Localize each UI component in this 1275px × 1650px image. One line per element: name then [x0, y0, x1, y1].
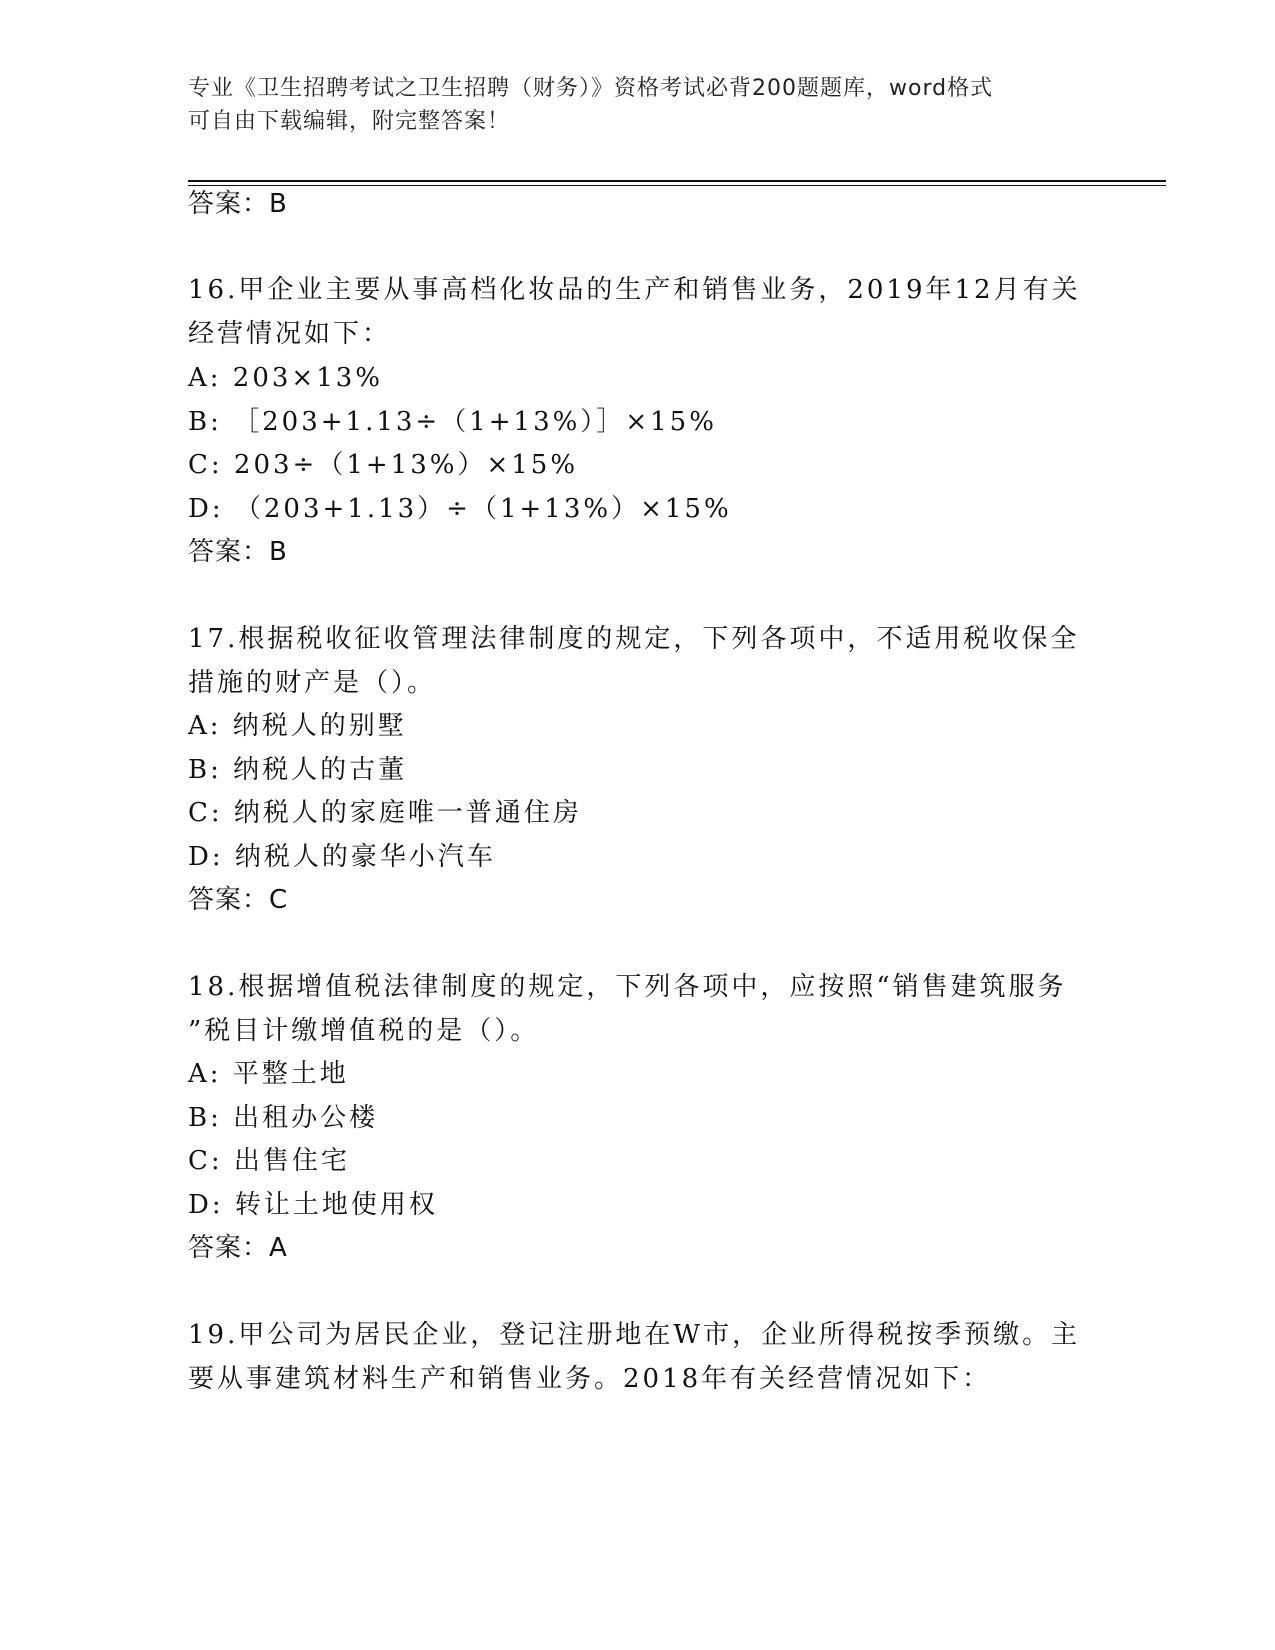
header-divider-thick [188, 180, 1166, 182]
question-19-line-1: 19.甲公司为居民企业，登记注册地在W市，企业所得税按季预缴。主 [188, 1320, 1081, 1350]
header-line-1: 专业《卫生招聘考试之卫生招聘（财务）》资格考试必背200题题库，word格式 [188, 76, 994, 101]
option-16-d: D: （203+1.13）÷（1+13%）×15% [188, 494, 732, 524]
option-17-c: C: 纳税人的家庭唯一普通住房 [188, 798, 582, 828]
option-17-a: A: 纳税人的别墅 [188, 711, 407, 741]
option-18-c: C: 出售住宅 [188, 1146, 350, 1176]
question-18-line-1: 18.根据增值税法律制度的规定，下列各项中，应按照“销售建筑服务 [188, 972, 1067, 1002]
question-17-line-1: 17.根据税收征收管理法律制度的规定，下列各项中，不适用税收保全 [188, 624, 1080, 654]
option-18-b: B: 出租办公楼 [188, 1103, 379, 1133]
answer-15: 答案：B [188, 189, 288, 219]
question-17-line-2: 措施的财产是（）。 [188, 668, 437, 698]
header-divider-thin [188, 185, 1166, 186]
option-16-c: C: 203÷（1+13%）×15% [188, 450, 579, 480]
option-16-b: B: ［203+1.13÷（1+13%）］×15% [188, 407, 717, 437]
option-17-b: B: 纳税人的古董 [188, 755, 408, 785]
option-18-d: D: 转让土地使用权 [188, 1190, 438, 1220]
question-18-line-2: ”税目计缴增值税的是（）。 [188, 1016, 540, 1046]
answer-16: 答案：B [188, 537, 288, 567]
question-16-line-1: 16.甲企业主要从事高档化妆品的生产和销售业务，2019年12月有关 [188, 275, 1081, 305]
option-18-a: A: 平整土地 [188, 1059, 349, 1089]
document-header [188, 72, 1068, 138]
answer-18: 答案：A [188, 1233, 288, 1263]
option-17-d: D: 纳税人的豪华小汽车 [188, 842, 496, 872]
header-line-2: 可自由下载编辑，附完整答案！ [188, 109, 511, 134]
option-16-a: A: 203×13% [188, 363, 384, 393]
question-16-line-2: 经营情况如下： [188, 319, 392, 349]
answer-17: 答案：C [188, 885, 289, 915]
question-19-line-2: 要从事建筑材料生产和销售业务。2018年有关经营情况如下： [188, 1364, 992, 1394]
